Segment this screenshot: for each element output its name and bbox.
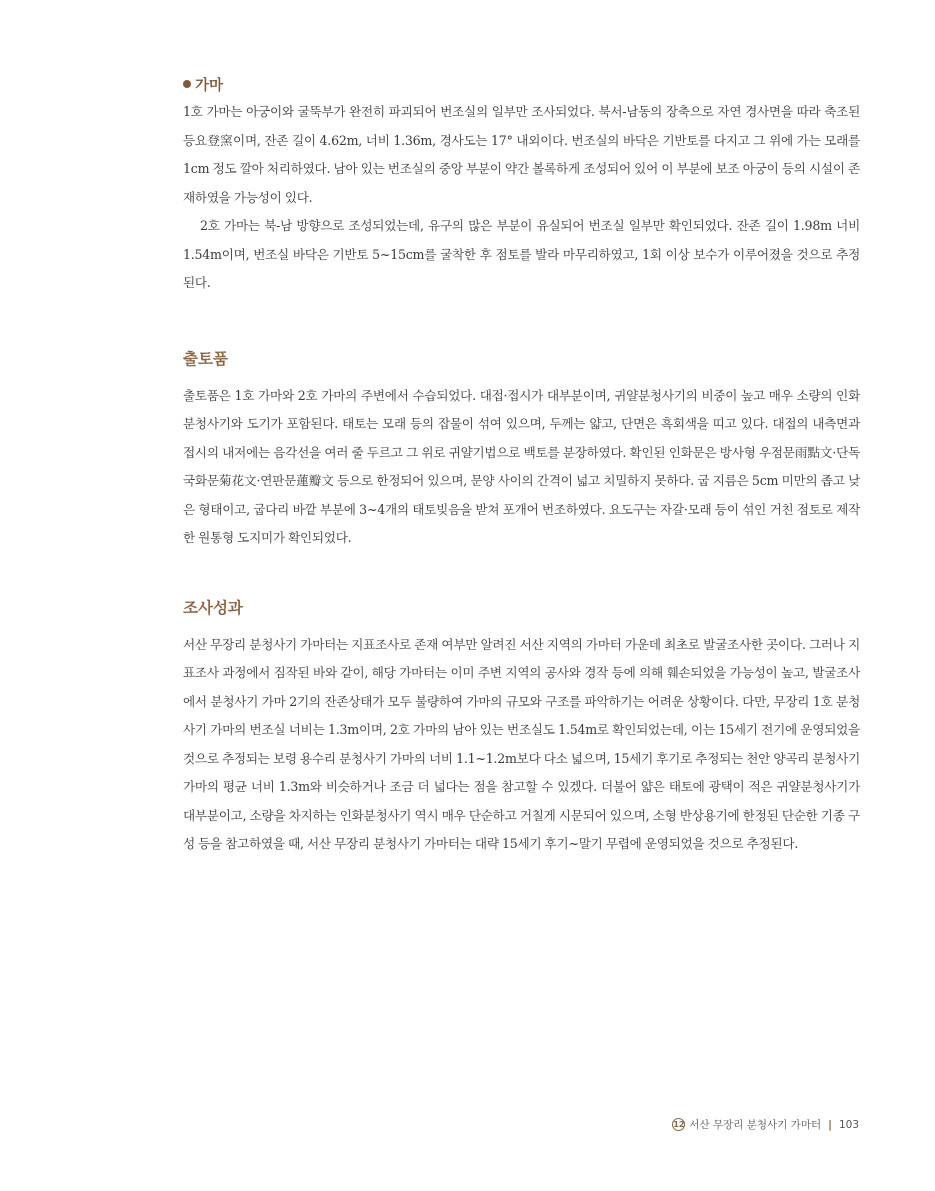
results-paragraph: 서산 무장리 분청사기 가마터는 지표조사로 존재 여부만 알려진 서산 지역의 가마터 가운데 최초로 발굴조사한 곳이다. 그러나 지표조사 과정에서 짐작된 바와 같이, 해당 가마터는 이미 주변 지역의 공사와 경작 등에 의해 훼손되었을 가능성이 높고, 발굴조사에서 분청사기 가마 2기의 잔존상태가 모두 불량하여 가마의 규모와 구조를 파악하기는 어려운 상황이다. 다만, 무장리 1호 분청사기 가마의 번조실 너비는 1.3m이며, 2호 가마의 남아 있는 번조실도 1.54m로 확인되었는데, 이는 15세기 전기에 운영되었을 것으로 추정되는 보령 용수리 분청사기 가마의 너비 1.1~1.2m보다 다소 넓으며, 15세기 후기로 추정되는 천안 양곡리 분청사기 가마의 평균 너비 1.3m와 비슷하거나 조금 더 넓다는 점을 참고할 수 있겠다. 더불어 얇은 태토에 광택이 적은 귀얄분청사기가 대부분이고, 소량을 차지하는 인화분청사기 역시 매우 단순하고 거칠게 시문되어 있으며, 소형 반상용기에 한정된 단순한 기종 구성 등을 참고하였을 때, 서산 무장리 분청사기 가마터는 대략 15세기 후기~말기 무렵에 운영되었을 것으로 추정된다.: [183, 636, 860, 851]
page-number: 103: [838, 1118, 859, 1131]
artifacts-paragraph: 출토품은 1호 가마와 2호 가마의 주변에서 수습되었다. 대접·접시가 대부분이며, 귀얄분청사기의 비중이 높고 매우 소량의 인화분청사기와 도기가 포함된다. 태토는 모래 등의 잡물이 섞여 있으며, 두께는 얇고, 단면은 흑회색을 띠고 있다. 대접의 내측면과 접시의 내저에는 음각선을 여러 줄 두르고 그 위로 귀얄기법으로 백토를 분장하였다. 확인된 인화문은 방사형 우점문雨點文·단독 국화문菊花文·연판문蓮瓣文 등으로 한정되어 있으며, 문양 사이의 간격이 넓고 치밀하지 못하다. 굽 지름은 5cm 미만의 좁고 낮은 형태이고, 굽다리 바깥 부분에 3~4개의 태토빚음을 받쳐 포개어 번조하였다. 요도구는 자갈·모래 등이 섞인 거친 점토로 제작한 원통형 도지미가 확인되었다.: [183, 387, 860, 545]
kiln-paragraph-1: 1호 가마는 아궁이와 굴뚝부가 완전히 파괴되어 번조실의 일부만 조사되었다. 북서-남동의 장축으로 자연 경사면을 따라 축조된 등요登窯이며, 잔존 길이 4.62m, 너비 1.36m, 경사도는 17° 내외이다. 번조실의 바닥은 기반토를 다지고 그 위에 가는 모래를 1cm 정도 깔아 처리하였다. 남아 있는 번조실의 중앙 부분이 약간 볼록하게 조성되어 있어 이 부분에 보조 아궁이 등의 시설이 존재하였을 가능성이 있다.: [183, 104, 860, 205]
kiln-heading-text: 가마: [195, 77, 224, 94]
footer-separator: |: [828, 1118, 832, 1131]
artifacts-section-title: 출토품: [183, 349, 228, 368]
kiln-paragraph-2: 2호 가마는 북-남 방향으로 조성되었는데, 유구의 많은 부분이 유실되어 번조실 일부만 확인되었다. 잔존 길이 1.98m 너비 1.54m이며, 번조실 바닥은 기반토 5~15cm를 굴착한 후 점토를 발라 마무리하였고, 1회 이상 보수가 이루어졌을 것으로 추정된다.: [183, 218, 860, 290]
page-footer: [672, 1117, 859, 1132]
bullet-dot-icon: [183, 80, 191, 88]
page-content: [183, 70, 860, 859]
chapter-number-badge: 12: [673, 1120, 685, 1129]
running-title: 서산 무장리 분청사기 가마터: [689, 1119, 822, 1131]
kiln-heading: [183, 70, 860, 98]
results-section-title: 조사성과: [183, 598, 243, 617]
